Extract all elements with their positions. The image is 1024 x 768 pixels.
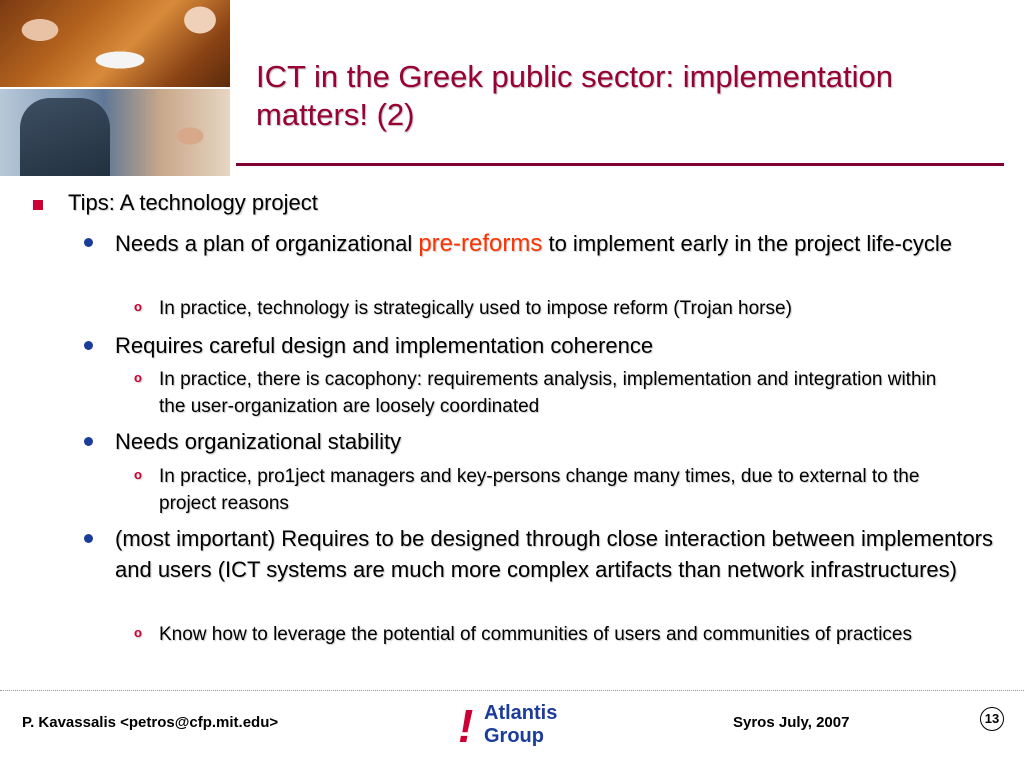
circle-o-bullet-icon: o [134,625,142,640]
bullet-text: In practice, pro1ject managers and key-persons change many times, due to external to the project reasons [159,466,920,514]
bullet-text-part: to implement early in the project life-cycle [542,231,952,256]
meeting-photo [0,0,230,88]
slide-title: ICT in the Greek public sector: implementation matters! (2) [256,59,893,132]
bullet-text: Needs organizational stability [115,429,402,454]
bullet-text: (most important) Requires to be designed through close interaction between implementors and users (ICT systems are much more complex artifacts than network infrastructures) [115,526,994,582]
highlight-pre-reforms: pre-reforms [418,230,543,257]
title-underline [236,163,1004,166]
footer-divider [0,690,1024,691]
circle-o-bullet-icon: o [134,467,142,482]
exclamation-logo-icon: ! [458,700,474,752]
bullet-text [115,228,995,259]
dot-bullet-icon [84,341,93,350]
bullet-text: Tips: A technology project [68,190,318,215]
photo-divider [0,87,230,89]
square-bullet-icon [33,200,43,210]
dot-bullet-icon [84,437,93,446]
page-number: 13 [980,707,1004,731]
dot-bullet-icon [84,238,93,247]
logo-line2: Group [484,725,544,747]
logo-line1: Atlantis [484,702,558,724]
logo-text [484,702,557,748]
bullet-text: In practice, technology is strategically used to impose reform (Trojan horse) [159,298,792,319]
circle-o-bullet-icon: o [134,299,142,314]
dot-bullet-icon [84,534,93,543]
footer-author: P. Kavassalis <petros@cfp.mit.edu> [22,714,279,731]
footer-place-date: Syros July, 2007 [733,714,850,731]
bullet-text: Know how to leverage the potential of communities of users and communities of practices [159,624,912,645]
header-photo-collage [0,0,230,176]
bullet-text: Requires careful design and implementation coherence [115,333,654,358]
bullet-text: In practice, there is cacophony: requirements analysis, implementation and integration within the user-organization are loosely coordinated [159,369,937,417]
businessman-phone-photo [0,88,230,176]
bullet-text-part: Needs a plan of organizational [115,231,419,256]
circle-o-bullet-icon: o [134,370,142,385]
atlantis-group-logo [456,700,576,752]
